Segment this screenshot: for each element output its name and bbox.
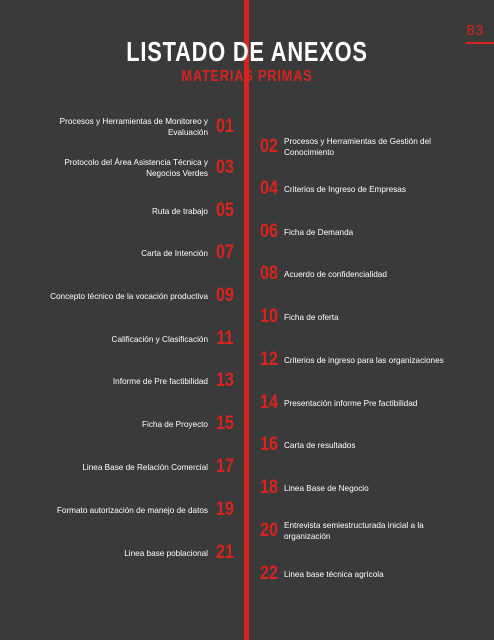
annex-number: 04 — [260, 178, 278, 199]
annex-label: Linea base poblacional — [124, 548, 208, 558]
annex-item-05[interactable] — [152, 200, 236, 222]
annex-label: Procesos y Herramientas de Gestión del Conocimiento — [284, 137, 431, 157]
annex-label: Linea Base de Negocio — [284, 483, 369, 493]
annex-item-15[interactable] — [142, 413, 236, 435]
annex-label: Entrevista semiestructurada inicial a la organización — [284, 521, 424, 541]
page-title: LISTADO DE ANEXOS — [126, 36, 368, 67]
annex-number: 20 — [260, 520, 278, 541]
annex-label: Criterios de ingreso para las organizaciones — [284, 355, 444, 365]
annex-label: Carta de resultados — [284, 440, 356, 450]
annex-label: Calificación y Clasificación — [111, 334, 208, 344]
annex-item-11[interactable] — [112, 328, 236, 350]
annex-item-12[interactable] — [258, 349, 444, 371]
annex-item-22[interactable] — [258, 563, 384, 585]
annex-item-14[interactable] — [258, 392, 417, 414]
annex-label: Concepto técnico de la vocación productiva — [50, 291, 208, 301]
annex-item-21[interactable] — [124, 542, 236, 564]
annex-label: Formato autorización de manejo de datos — [56, 505, 208, 515]
annex-number: 01 — [216, 116, 234, 137]
annex-label: Informe de Pre factibilidad — [112, 376, 208, 386]
annex-number: 19 — [216, 499, 234, 520]
annex-item-03[interactable] — [36, 157, 236, 179]
annex-label: Ruta de trabajo — [152, 206, 208, 216]
annex-label: Acuerdo de confidencialidad — [284, 269, 387, 279]
annex-number: 14 — [260, 392, 278, 413]
annex-number: 09 — [216, 285, 234, 306]
annex-label: Ficha de oferta — [284, 312, 339, 322]
annex-item-02[interactable] — [258, 136, 434, 158]
annex-number: 02 — [260, 136, 278, 157]
annex-number: 10 — [260, 306, 278, 327]
annex-item-01[interactable] — [36, 116, 236, 138]
annex-label: Carta de Intención — [141, 248, 208, 258]
annex-number: 12 — [260, 349, 278, 370]
annex-item-10[interactable] — [258, 306, 339, 328]
annex-item-20[interactable] — [258, 520, 424, 542]
annex-number: 07 — [216, 242, 234, 263]
annex-label: Ficha de Proyecto — [142, 419, 208, 429]
annex-item-13[interactable] — [113, 370, 236, 392]
annex-label: Presentación informe Pre factibilidad — [284, 398, 418, 408]
annex-label: Criterios de Ingreso de Empresas — [284, 184, 406, 194]
annex-item-08[interactable] — [258, 263, 387, 285]
annex-item-19[interactable] — [57, 499, 236, 521]
annex-number: 17 — [216, 456, 234, 477]
annex-number: 08 — [260, 263, 278, 284]
annex-label: Procesos y Herramientas de Monitoreo y Evaluación — [59, 117, 208, 137]
annex-number: 16 — [260, 434, 278, 455]
annex-item-09[interactable] — [50, 285, 236, 307]
page-number-rule — [466, 42, 494, 44]
annex-number: 13 — [216, 370, 234, 391]
annex-number: 15 — [216, 413, 234, 434]
annex-number: 05 — [216, 200, 234, 221]
annex-number: 18 — [260, 477, 278, 498]
annex-number: 22 — [260, 563, 278, 584]
annex-item-06[interactable] — [258, 221, 353, 243]
page-number: 83 — [466, 22, 484, 39]
annex-label: Linea base técnica agrícola — [284, 569, 384, 579]
annex-number: 11 — [216, 328, 234, 349]
annex-item-17[interactable] — [82, 456, 236, 478]
annex-label: Linea Base de Relación Comercial — [82, 462, 208, 472]
annex-number: 03 — [216, 157, 234, 178]
annex-number: 21 — [216, 542, 234, 563]
annex-item-16[interactable] — [258, 434, 355, 456]
page-subtitle: MATERIAS PRIMAS — [181, 68, 313, 85]
center-divider-line — [244, 0, 249, 640]
annex-item-04[interactable] — [258, 178, 406, 200]
annex-number: 06 — [260, 221, 278, 242]
annex-item-18[interactable] — [258, 477, 369, 499]
annex-label: Protocolo del Área Asistencia Técnica y Negocios Verdes — [64, 158, 208, 178]
annex-label: Ficha de Demanda — [284, 227, 354, 237]
annex-item-07[interactable] — [141, 242, 236, 264]
